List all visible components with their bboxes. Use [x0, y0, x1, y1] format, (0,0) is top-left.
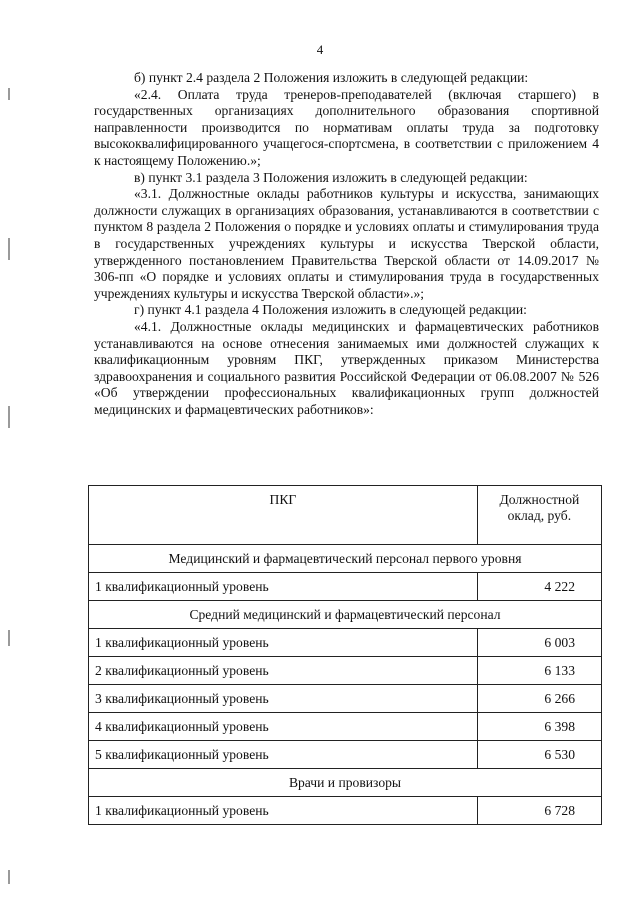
level-cell: 2 квалификационный уровень: [89, 657, 478, 685]
table-row: [89, 629, 602, 657]
table-row: [89, 685, 602, 713]
scan-mark: [8, 630, 10, 646]
salary-cell: 6 728: [477, 797, 601, 825]
table-group-row: [89, 769, 602, 797]
table-row: [89, 573, 602, 601]
level-cell: 1 квалификационный уровень: [89, 573, 478, 601]
salary-cell: 6 398: [477, 713, 601, 741]
scan-mark: [8, 238, 10, 260]
table-row: [89, 657, 602, 685]
salary-table: [88, 485, 602, 825]
paragraph-amend-4-1-intro: г) пункт 4.1 раздела 4 Положения изложить в следующей редакции:: [134, 302, 527, 318]
paragraph-amend-4-1-text: «4.1. Должностные оклады медицинских и фармацевтических работников устанавливаются на основе отнесения занимаемых ими должностей служащих к квалификационным уровням ПКГ, утвержденных приказом Министерства здравоохранения и социального развития Российской Федерации от 06.08.2007 № 526 «Об утверждении профессиональных квалификационных групп должностей медицинских и фармацевтических работников»:: [94, 318, 599, 417]
scan-mark: [8, 406, 10, 428]
scan-mark: [8, 870, 10, 884]
table-row: [89, 713, 602, 741]
document-body: [94, 70, 599, 418]
paragraph-amend-2-4-intro: б) пункт 2.4 раздела 2 Положения изложить в следующей редакции:: [134, 70, 529, 85]
header-pkg: ПКГ: [89, 486, 478, 545]
table-row: [89, 741, 602, 769]
salary-cell: 6 266: [477, 685, 601, 713]
page-number: 4: [316, 42, 324, 57]
table-group-row: [89, 601, 602, 629]
table-row: [89, 797, 602, 825]
level-cell: 5 квалификационный уровень: [89, 741, 478, 769]
header-salary: Должностной оклад, руб.: [477, 486, 601, 545]
group-title: Врачи и провизоры: [89, 769, 602, 797]
salary-cell: 6 003: [477, 629, 601, 657]
scan-mark: [8, 88, 10, 100]
level-cell: 1 квалификационный уровень: [89, 797, 478, 825]
paragraph-amend-2-4-text: «2.4. Оплата труда тренеров-преподавателей (включая старшего) в государственных организациях дополнительного образования спортивной направленности производится по нормативам оплаты труда за подготовку высококвалифицированного учащегося-спортсмена, в соответствии с приложением 4 к настоящему Положению.»;: [94, 86, 599, 168]
group-title: Средний медицинский и фармацевтический персонал: [89, 601, 602, 629]
salary-cell: 6 530: [477, 741, 601, 769]
table-group-row: [89, 545, 602, 573]
salary-cell: 6 133: [477, 657, 601, 685]
group-title: Медицинский и фармацевтический персонал первого уровня: [89, 545, 602, 573]
level-cell: 3 квалификационный уровень: [89, 685, 478, 713]
salary-cell: 4 222: [477, 573, 601, 601]
level-cell: 4 квалификационный уровень: [89, 713, 478, 741]
table-header-row: [89, 486, 602, 545]
paragraph-amend-3-1-intro: в) пункт 3.1 раздела 3 Положения изложить в следующей редакции:: [134, 169, 528, 185]
level-cell: 1 квалификационный уровень: [89, 629, 478, 657]
paragraph-amend-3-1-text: «3.1. Должностные оклады работников культуры и искусства, занимающих должности служащих в организациях образования, устанавливаются в соответствии с пунктом 8 раздела 2 Положения о порядке и условиях оплаты и стимулирования труда в государственных учреждениях культуры и искусства Тверской области, утвержденного постановлением Правительства Тверской области от 14.09.2017 № 306-пп «О порядке и условиях оплаты и стимулирования труда в государственных учреждениях культуры и искусства Тверской области».»;: [94, 186, 599, 301]
